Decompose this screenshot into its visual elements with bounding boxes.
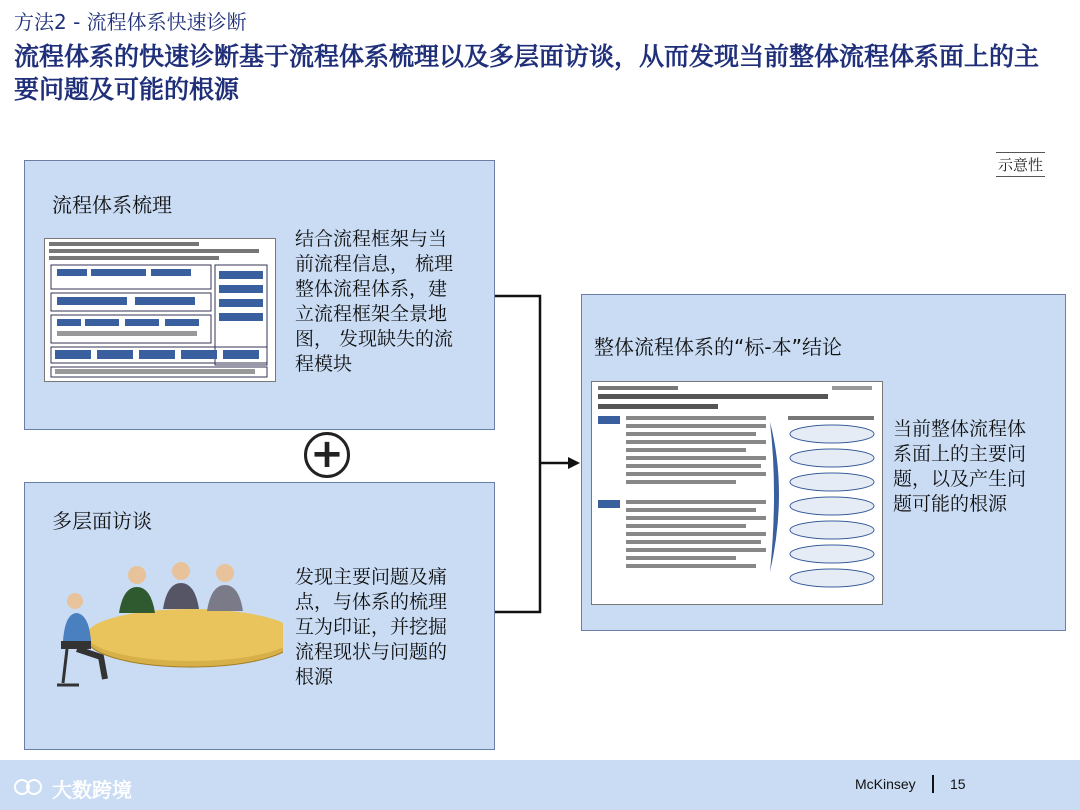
watermark-logo-icon [14,777,44,797]
description-line: 题可能的根源 [893,493,1008,515]
slide-headline: 流程体系的快速诊断基于流程体系梳理以及多层面访谈，从而发现当前整体流程体系面上的主要问题及可能的根源 [14,42,1040,104]
description-line: 发现主要问题及痛 [295,566,448,588]
description-line: 系面上的主要问 [893,443,1027,465]
process-sorting-title: 流程体系梳理 [52,193,172,217]
conclusion-description [893,417,1026,517]
description-line: 互为印证，并挖掘 [295,616,448,638]
plus-icon: + [304,432,350,478]
description-line: 根源 [295,666,334,688]
description-line: 当前整体流程体 [893,418,1027,440]
illustrative-tag: 示意性 [996,152,1045,177]
watermark-text: 大数跨境 [52,778,132,802]
description-line: 图， 发现缺失的流 [295,328,454,350]
description-line: 流程现状与问题的 [295,641,448,663]
description-line: 程模块 [295,353,353,375]
slide-subtitle: 方法2 - 流程体系快速诊断 [14,10,247,34]
conclusion-thumbnail [591,381,883,605]
page-number: 15 [950,776,966,792]
description-line: 整体流程体系，建 [295,278,448,300]
conclusion-sketch [592,382,882,604]
interview-title: 多层面访谈 [52,509,152,533]
description-line: 前流程信息， 梳理 [295,253,454,275]
conclusion-box [581,294,1066,631]
conclusion-title: 整体流程体系的“标-本”结论 [594,335,842,359]
description-line: 立流程框架全景地 [295,303,448,325]
description-line: 结合流程框架与当 [295,228,448,250]
brand-name: McKinsey [855,776,916,792]
description-line: 点，与体系的梳理 [295,591,448,613]
footer-bar [0,760,1080,810]
description-line: 题，以及产生问 [893,468,1027,490]
footer-divider [932,775,934,793]
